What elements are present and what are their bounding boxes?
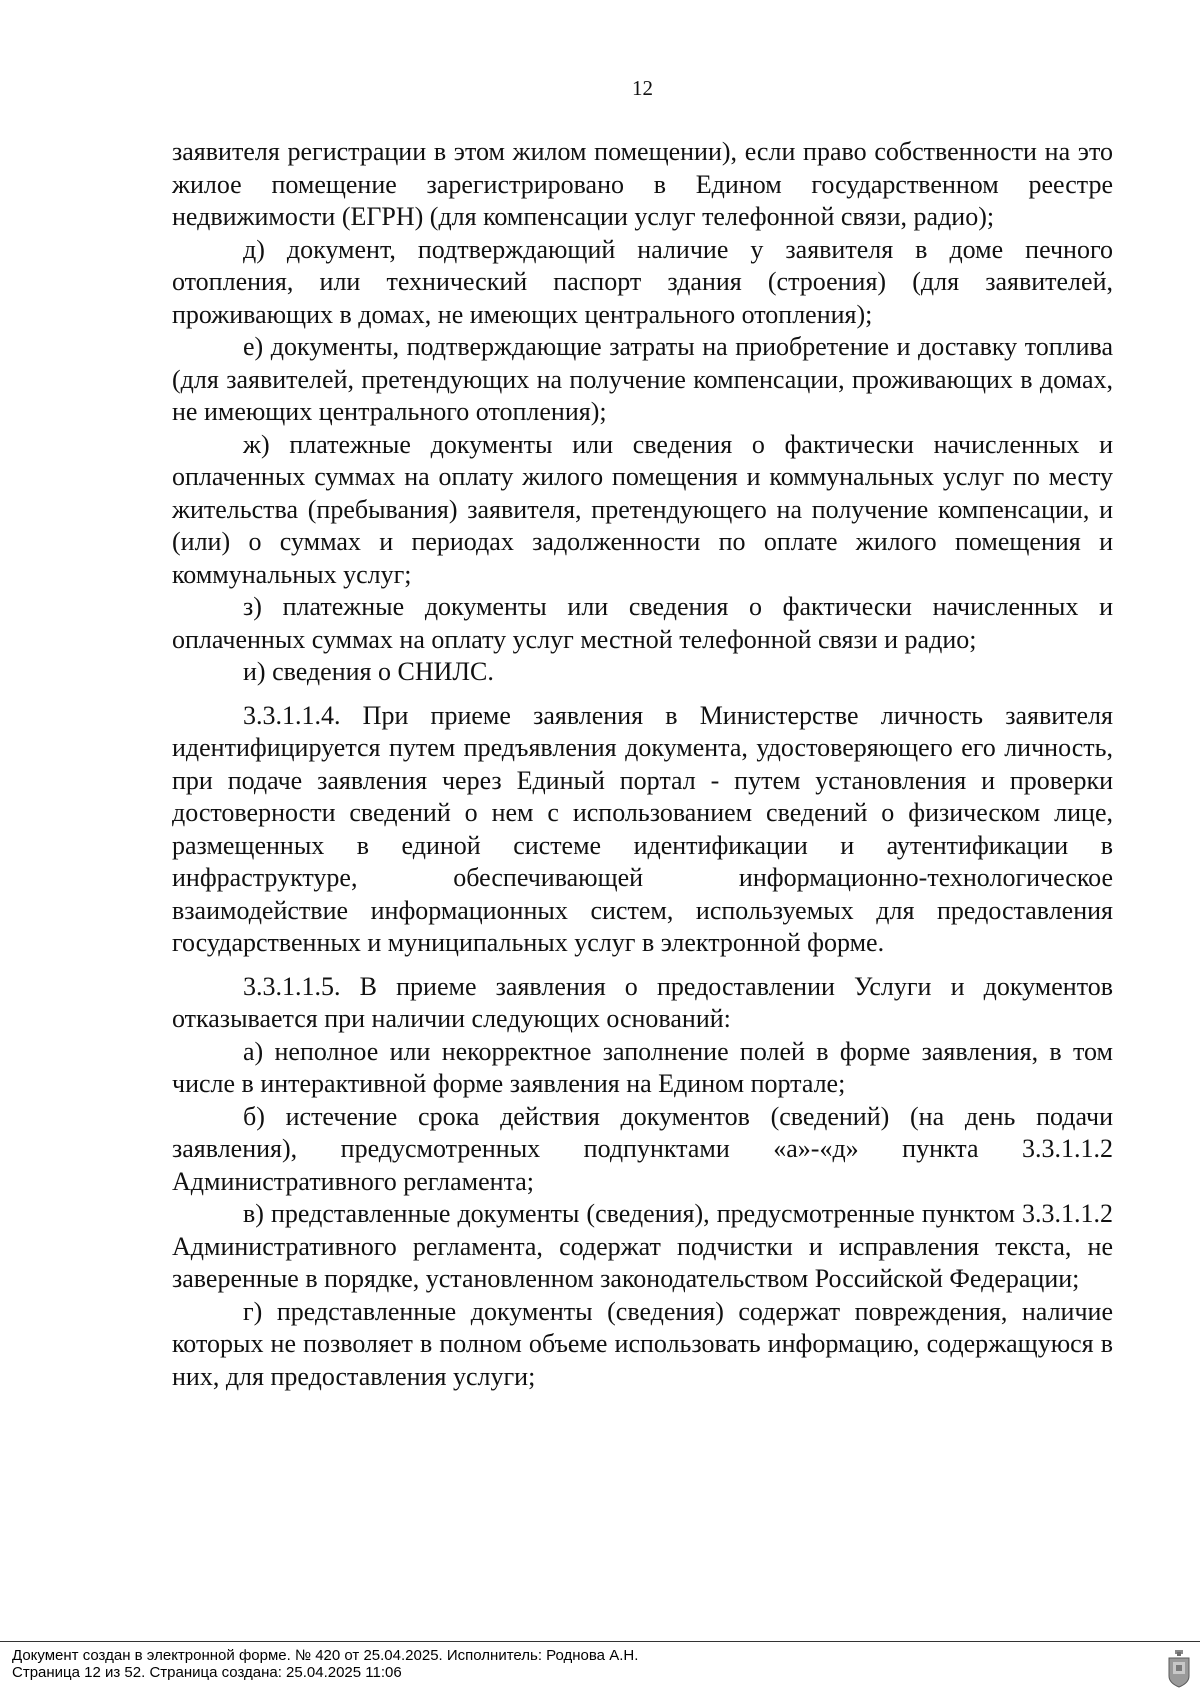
list-item-d: д) документ, подтверждающий наличие у заявителя в доме печного отопления, или технический паспорт здания (строения) (для заявителей, проживающих в домах, не имеющих центрального отопления); [172,234,1113,329]
list-item-b: б) истечение срока действия документов (сведений) (на день подачи заявления), предусмотренных подпунктами «а»-«д» пункта 3.3.1.1.2 Административного регламента; [172,1101,1113,1196]
list-item-e: е) документы, подтверждающие затраты на приобретение и доставку топлива (для заявителей, претендующих на получение компенсации, проживающих в домах, не имеющих центрального отопления); [172,332,1113,426]
document-body [172,136,1113,1393]
list-item-v: в) представленные документы (сведения), предусмотренные пунктом 3.3.1.1.2 Административного регламента, содержат подчистки и исправления текста, не заверенные в порядке, установленном законодательством Российской Федерации; [172,1199,1113,1293]
section-3-3-1-1-4: 3.3.1.1.4. При приеме заявления в Министерстве личность заявителя идентифицируется путем предъявления документа, удостоверяющего его личность, при подаче заявления через Единый портал - путем установления и проверки достоверности сведений о нем с использованием сведений о физическом лице, размещенных в единой системе идентификации и аутентификации в инфраструктуре, обеспечивающей информационно-технологическое взаимодействие информационных систем, используемых для предоставления государственных и муниципальных услуг в электронной форме. [172,700,1113,957]
list-item-i: и) сведения о СНИЛС. [243,657,494,686]
footer-line-document-info: Документ создан в электронной форме. № 420 от 25.04.2025. Исполнитель: Роднова А.Н. [12,1647,639,1664]
paragraph-continuation: заявителя регистрации в этом жилом помещении), если право собственности на это жилое помещение зарегистрировано в Едином государственном реестре недвижимости (ЕГРН) (для компенсации услуг телефонной связи, радио); [172,137,1113,231]
section-3-3-1-1-5: 3.3.1.1.5. В приеме заявления о предоставлении Услуги и документов отказывается при наличии следующих оснований: [172,971,1113,1033]
list-item-g: г) представленные документы (сведения) содержат повреждения, наличие которых не позволяет в полном объеме использовать информацию, содержащуюся в них, для предоставления услуги; [172,1296,1113,1391]
list-item-z: з) платежные документы или сведения о фактически начисленных и оплаченных суммах на оплату услуг местной телефонной связи и радио; [172,592,1113,654]
coat-of-arms-icon [1166,1650,1192,1688]
list-item-zh: ж) платежные документы или сведения о фактически начисленных и оплаченных суммах на оплату жилого помещения и коммунальных услуг по месту жительства (пребывания) заявителя, претендующего на получение компенсации, и (или) о суммах и периодах задолженности по оплате жилого помещения и коммунальных услуг; [172,429,1113,589]
page-number: 12 [632,76,653,100]
document-footer [0,1641,1200,1699]
footer-line-page-info: Страница 12 из 52. Страница создана: 25.04.2025 11:06 [12,1664,402,1681]
footer-text [12,1647,638,1681]
list-item-a: а) неполное или некорректное заполнение полей в форме заявления, в том числе в интерактивной форме заявления на Едином портале; [172,1036,1113,1098]
